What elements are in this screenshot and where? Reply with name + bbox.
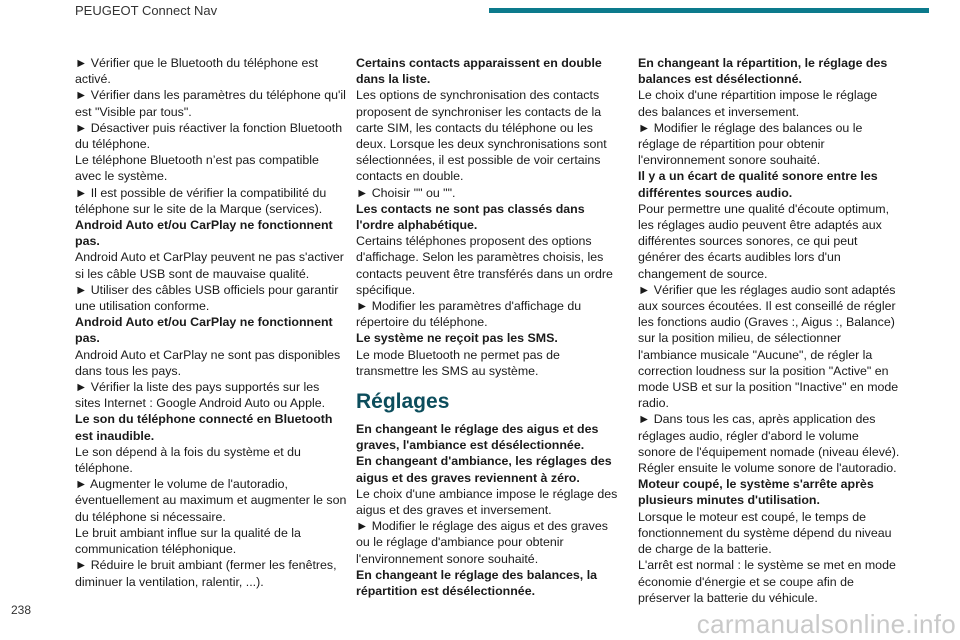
- column-left: [75, 55, 347, 590]
- paragraph: Les options de synchronisation des contacts proposent de synchroniser les contacts de la carte SIM, les contacts du téléphone ou les deux. Lorsque les deux synchronisations sont sélectionnées, il est possible de voir certains contacts en double.: [356, 88, 607, 184]
- question-heading: En changeant le réglage des aigus et des graves, l'ambiance est désélectionnée.: [356, 422, 599, 453]
- header-accent-bar: [489, 8, 929, 13]
- paragraph: L'arrêt est normal : le système se met en mode économie d'énergie et se coupe afin de préserver la batterie du véhicule.: [638, 558, 896, 605]
- page-header-title: PEUGEOT Connect Nav: [75, 3, 218, 18]
- page-number: 238: [11, 603, 32, 617]
- paragraph: ► Dans tous les cas, après application des réglages audio, régler d'abord le volume sonore de l'équipement nomade (niveau élevé). Régler ensuite le volume sonore de l'autoradio.: [638, 412, 900, 476]
- paragraph: ► Modifier le réglage des aigus et des graves ou le réglage d'ambiance pour obtenir l'environnement sonore souhaité.: [356, 519, 608, 566]
- paragraph: ► Modifier les paramètres d'affichage du répertoire du téléphone.: [356, 299, 582, 330]
- question-heading: Android Auto et/ou CarPlay ne fonctionnent pas.: [75, 218, 333, 249]
- paragraph: ► Réduire le bruit ambiant (fermer les fenêtres, diminuer la ventilation, ralentir, ...).: [75, 558, 337, 589]
- paragraph: Le son dépend à la fois du système et du téléphone.: [75, 444, 301, 476]
- watermark-text: carmanualsonline.info: [696, 609, 956, 639]
- paragraph: ► Choisir "" ou "".: [356, 185, 456, 200]
- paragraph: ► Modifier le réglage des balances ou le réglage de répartition pour obtenir l'environnement sonore souhaité.: [638, 120, 863, 168]
- paragraph: ► Il est possible de vérifier la compatibilité du téléphone sur le site de la Marque (services).: [75, 185, 327, 216]
- column-right: [638, 55, 900, 606]
- paragraph: ► Vérifier que les réglages audio sont adaptés aux sources écoutées. Il est conseillé de régler les fonctions audio (Graves :, Aigus :, Balance) sur la position milieu, de sélectionner l'ambiance musicale "Aucune", de régler la correction loudness sur la position "Active" en mode USB et sur la position "Inactive" en mode radio.: [638, 282, 899, 411]
- paragraph: Android Auto et CarPlay peuvent ne pas s'activer si les câble USB sont de mauvaise qualité.: [75, 250, 344, 281]
- question-heading: En changeant la répartition, le réglage des balances est désélectionné.: [638, 56, 888, 87]
- question-heading: En changeant d'ambiance, les réglages des aigus et des graves reviennent à zéro.: [356, 454, 612, 485]
- paragraph: Le bruit ambiant influe sur la qualité de la communication téléphonique.: [75, 525, 301, 557]
- paragraph: ► Vérifier la liste des pays supportés sur les sites Internet : Google Android Auto ou Apple.: [75, 380, 326, 411]
- paragraph: Le choix d'une ambiance impose le réglage des aigus et des graves et inversement.: [356, 486, 618, 518]
- paragraph: ► Vérifier dans les paramètres du téléphone qu'il est "Visible par tous".: [75, 88, 346, 119]
- paragraph: Certains téléphones proposent des options d'affichage. Selon les paramètres choisis, les contacts peuvent être transférés dans un ordre spécifique.: [356, 234, 613, 297]
- question-heading: Le son du téléphone connecté en Bluetooth est inaudible.: [75, 412, 333, 443]
- paragraph: Le téléphone Bluetooth n’est pas compatible avec le système.: [75, 153, 319, 184]
- paragraph: Lorsque le moteur est coupé, le temps de fonctionnement du système dépend du niveau de charge de la batterie.: [638, 509, 892, 557]
- question-heading: Moteur coupé, le système s'arrête après plusieurs minutes d'utilisation.: [638, 477, 874, 508]
- paragraph: Le mode Bluetooth ne permet pas de transmettre les SMS au système.: [356, 347, 560, 378]
- paragraph: ► Augmenter le volume de l'autoradio, éventuellement au maximum et augmenter le son du téléphone si nécessaire.: [75, 477, 347, 524]
- question-heading: Les contacts ne sont pas classés dans l'ordre alphabétique.: [356, 201, 585, 233]
- question-heading: Android Auto et/ou CarPlay ne fonctionnent pas.: [75, 315, 333, 346]
- question-heading: Certains contacts apparaissent en double dans la liste.: [356, 56, 602, 87]
- question-heading: En changeant le réglage des balances, la répartition est désélectionnée.: [356, 567, 598, 599]
- section-heading: Réglages: [356, 390, 450, 414]
- question-heading: Le système ne reçoit pas les SMS.: [356, 331, 558, 346]
- column-middle: [356, 55, 618, 599]
- paragraph: ► Désactiver puis réactiver la fonction Bluetooth du téléphone.: [75, 120, 343, 152]
- paragraph: Le choix d'une répartition impose le réglage des balances et inversement.: [638, 88, 878, 119]
- paragraph: ► Vérifier que le Bluetooth du téléphone est activé.: [75, 56, 319, 87]
- paragraph: Pour permettre une qualité d'écoute optimum, les réglages audio peuvent être adaptés aux différentes sources sonores, ce qui peut générer des écarts audibles lors d'un changement de source.: [638, 201, 890, 281]
- question-heading: Il y a un écart de qualité sonore entre les différentes sources audio.: [638, 169, 878, 200]
- paragraph: Android Auto et CarPlay ne sont pas disponibles dans tous les pays.: [75, 347, 341, 378]
- paragraph: ► Utiliser des câbles USB officiels pour garantir une utilisation conforme.: [75, 282, 339, 314]
